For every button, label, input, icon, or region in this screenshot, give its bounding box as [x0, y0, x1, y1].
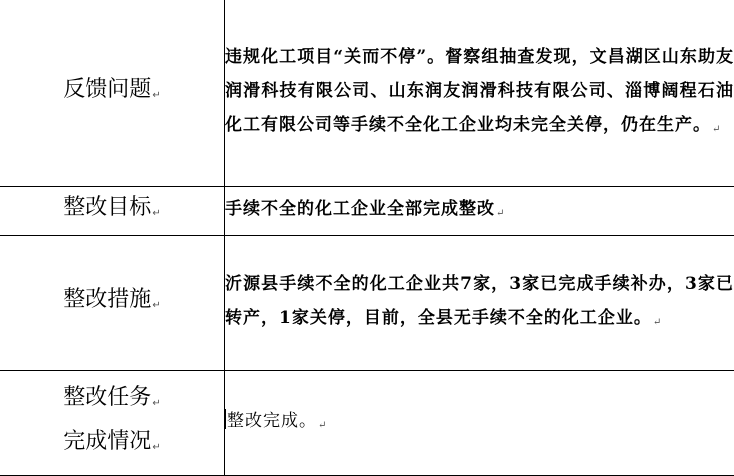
- label-text: 整改目标: [63, 195, 151, 220]
- paragraph-mark-icon: ↵: [152, 208, 160, 219]
- row-label-measures: [0, 236, 225, 371]
- table-row-status: [0, 371, 734, 476]
- label-text: 整改任务: [63, 385, 151, 410]
- table-row-measures: [0, 236, 734, 371]
- row-content-status[interactable]: [225, 371, 734, 476]
- row-label-status: [0, 371, 225, 476]
- table-row-goal: [0, 187, 734, 236]
- label-line: [0, 423, 224, 467]
- text-cursor: [225, 409, 226, 429]
- label-text: 完成情况: [63, 429, 151, 454]
- content-text: 手续不全的化工企业全部完成整改: [225, 199, 495, 219]
- table-row-feedback: [0, 0, 734, 187]
- content-text: 沂源县手续不全的化工企业共7家，3家已完成手续补办，3家已转产，1家关停，目前，全县无手续不全的化工企业。: [225, 274, 734, 328]
- label-line: [0, 379, 224, 423]
- paragraph-mark-icon: ↵: [653, 317, 661, 328]
- row-content-measures[interactable]: [225, 236, 734, 371]
- content-text: 整改完成。: [227, 411, 317, 431]
- paragraph-mark-icon: ↵: [318, 420, 326, 431]
- paragraph-mark-icon: ↵: [712, 124, 720, 135]
- paragraph-mark-icon: ↵: [152, 398, 160, 409]
- label-text: 反馈问题: [63, 77, 151, 102]
- paragraph-mark-icon: ↵: [152, 90, 160, 101]
- row-label-goal: [0, 187, 225, 236]
- row-content-feedback[interactable]: [225, 0, 734, 187]
- paragraph-mark-icon: ↵: [496, 208, 504, 219]
- row-label-feedback: [0, 0, 225, 187]
- row-content-goal[interactable]: [225, 187, 734, 236]
- paragraph-mark-icon: ↵: [152, 300, 160, 311]
- paragraph-mark-icon: ↵: [152, 442, 160, 453]
- content-text: 违规化工项目“关而不停”。督察组抽查发现，文昌湖区山东助友润滑科技有限公司、山东润友润滑科技有限公司、淄博阔程石油化工有限公司等手续不全化工企业均未完全关停，仍在生产。: [225, 47, 734, 135]
- label-text: 整改措施: [63, 287, 151, 312]
